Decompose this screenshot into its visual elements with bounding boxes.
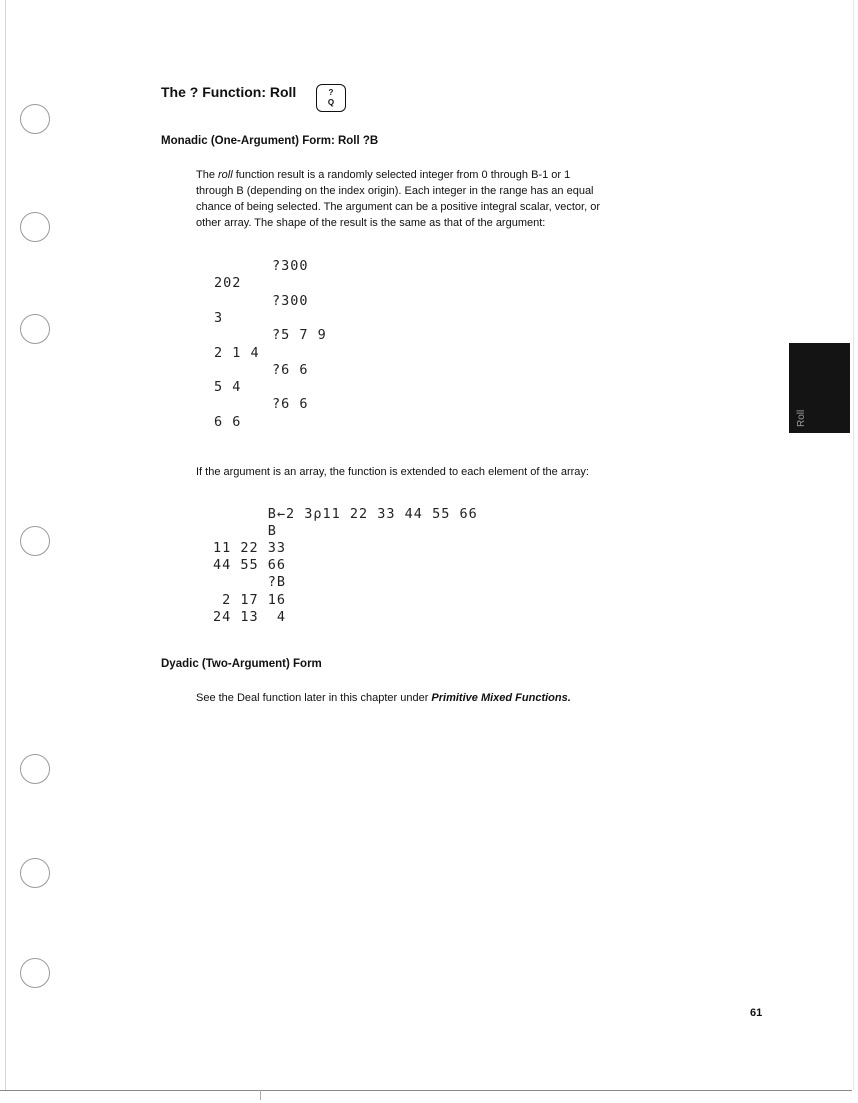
- dyadic-description: [196, 690, 676, 706]
- apl-session-line: 11 22 33: [213, 540, 287, 557]
- apl-input-line: ?5 7 9: [272, 327, 327, 344]
- apl-session-line: B: [213, 523, 277, 540]
- roll-description-line: other array. The shape of the result is the same as that of the argument:: [196, 217, 546, 229]
- apl-input-line: ?300: [272, 292, 309, 309]
- key-cap-bottom: Q: [327, 98, 335, 107]
- apl-output-line: 202: [214, 275, 242, 292]
- roll-description: [196, 167, 676, 231]
- apl-input-line: ?300: [272, 258, 309, 274]
- bottom-tick-mark: [260, 1090, 261, 1100]
- apl-output-line: 3: [214, 309, 224, 326]
- apl-session-line: 24 13 4: [213, 608, 287, 625]
- apl-input-line: ?6 6: [272, 361, 309, 378]
- array-description: [196, 464, 676, 480]
- apl-session-line: ?B: [213, 574, 287, 591]
- keyboard-key-icon: [316, 84, 346, 112]
- binder-hole: [20, 858, 50, 888]
- apl-input-line: ?6 6: [272, 396, 309, 413]
- apl-output-line: 5 4: [214, 379, 242, 396]
- binder-hole: [20, 212, 50, 242]
- binder-hole: [20, 754, 50, 784]
- dyadic-description-line: See the Deal function later in this chapter under Primitive Mixed Functions.: [196, 692, 571, 704]
- apl-session-line: B←2 3⍴11 22 33 44 55 66: [213, 506, 478, 522]
- apl-output-line: 6 6: [214, 413, 242, 430]
- page-number: 61: [750, 1007, 763, 1019]
- monadic-heading: Monadic (One-Argument) Form: Roll ?B: [161, 135, 379, 147]
- section-title: The ? Function: Roll: [161, 84, 297, 100]
- binder-hole: [20, 526, 50, 556]
- key-cap-top: ?: [328, 88, 334, 97]
- roll-description-line: through B (depending on the index origin). Each integer in the range has an equal: [196, 185, 594, 197]
- bottom-edge-rule: [0, 1090, 852, 1091]
- apl-session-line: 2 17 16: [213, 591, 287, 608]
- roll-description-line: chance of being selected. The argument can be a positive integral scalar, vector, or: [196, 201, 600, 213]
- binder-hole: [20, 958, 50, 988]
- binder-hole: [20, 314, 50, 344]
- apl-session-line: 44 55 66: [213, 557, 287, 574]
- section-tab-label: Roll: [796, 409, 807, 427]
- apl-output-line: 2 1 4: [214, 344, 260, 361]
- binder-hole: [20, 104, 50, 134]
- array-description-line: If the argument is an array, the function is extended to each element of the array:: [196, 466, 589, 478]
- right-edge-rule: [853, 0, 854, 1090]
- roll-description-line: The roll function result is a randomly selected integer from 0 through B-1 or 1: [196, 169, 571, 181]
- left-margin-rule: [5, 0, 6, 1090]
- dyadic-heading: Dyadic (Two-Argument) Form: [161, 658, 322, 670]
